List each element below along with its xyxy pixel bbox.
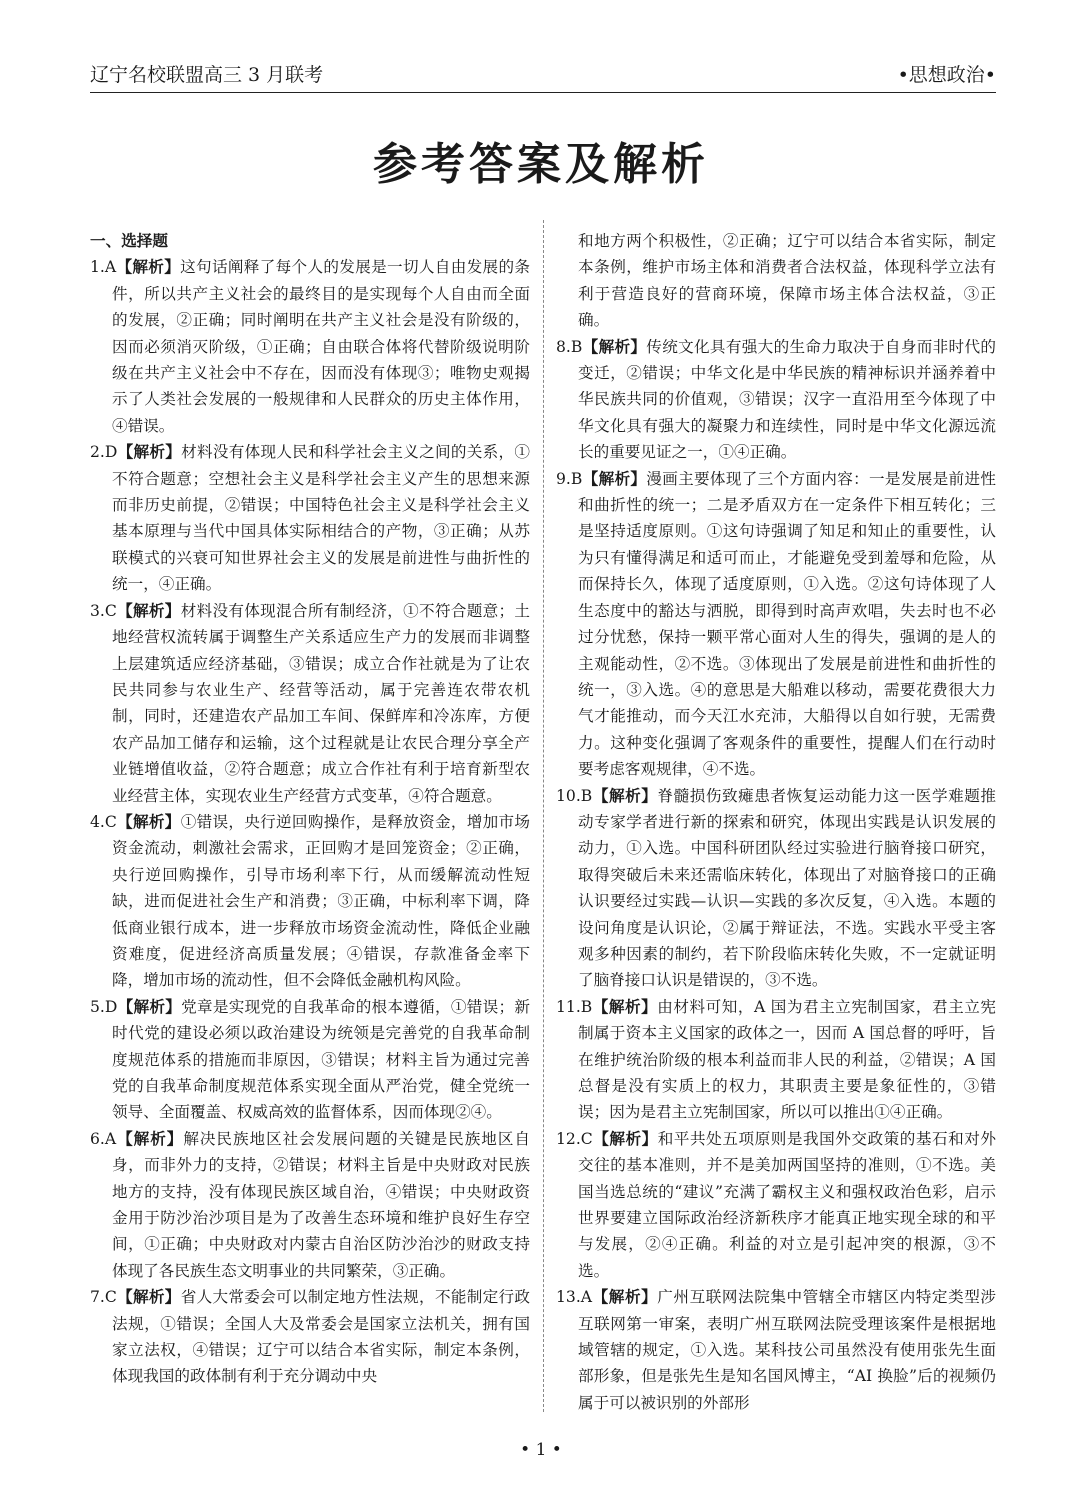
analysis-text: 材料没有体现人民和科学社会主义之间的关系，①不符合题意；空想社会主义是科学社会主义产生的思想来源而非历史前提，②错误；中国特色社会主义是科学社会主义基本原理与当代中国具体实际相结合的产物，③正确；从苏联模式的兴衰可知世界社会主义的发展是前进性与曲折性的统一，④正确。 bbox=[112, 443, 530, 594]
answer-number: 3.C bbox=[90, 601, 117, 620]
analysis-text: 传统文化具有强大的生命力取决于自身而非时代的变迁，②错误；中华文化是中华民族的精神标识并涵养着中华民族共同的价值观，③错误；汉字一直沿用至今体现了中华文化具有强大的凝聚力和连续性，同时是中华文化源远流长的重要见证之一，①④正确。 bbox=[578, 337, 996, 462]
analysis-text: ①错误，央行逆回购操作，是释放资金，增加市场资金流动，刺激社会需求，正回购才是回笼资金；②正确，央行逆回购操作，引导市场利率下行，从而缓解流动性短缺，进而促进社会生产和消费；③正确，中标利率下调，降低商业银行成本，进一步释放市场资金流动性，降低企业融资难度，促进经济高质量发展；④错误，存款准备金率下降，增加市场的流动性，但不会降低金融机构风险。 bbox=[112, 812, 530, 990]
left-column bbox=[90, 228, 530, 1390]
analysis-tag: 【解析】 bbox=[116, 812, 181, 831]
answer-number: 4.C bbox=[90, 812, 117, 831]
analysis-tag: 【解析】 bbox=[592, 1129, 658, 1148]
exam-name: 辽宁名校联盟高三 3 月联考 bbox=[90, 64, 324, 86]
analysis-tag: 【解析】 bbox=[117, 997, 182, 1016]
analysis-text: 党章是实现党的自我革命的根本遵循，①错误；新时代党的建设必须以政治建设为统领是完善党的自我革命制度规范体系的措施而非原因，③错误；材料主旨为通过完善党的自我革命制度规范体系实现全面从严治党，健全党统一领导、全面覆盖、权威高效的监督体系，因而体现②④。 bbox=[112, 997, 530, 1122]
analysis-tag: 【解析】 bbox=[116, 258, 181, 277]
answer-item bbox=[556, 994, 996, 1126]
answer-number: 12.C bbox=[556, 1129, 593, 1148]
answer-item bbox=[90, 1126, 530, 1284]
answer-number: 13.A bbox=[556, 1288, 593, 1307]
analysis-text: 解决民族地区社会发展问题的关键是民族地区自身，而非外力的支持，②错误；材料主旨是中央财政对民族地方的支持，没有体现民族区域自治，④错误；中央财政资金用于防沙治沙项目是为了改善生态环境和维护良好生存空间，①正确；中央财政对内蒙古自治区防沙治沙的财政支持体现了各民族生态文明事业的共同繁荣，③正确。 bbox=[112, 1129, 530, 1280]
answer-number: 6.A bbox=[90, 1129, 117, 1148]
analysis-text: 漫画主要体现了三个方面内容：一是发展是前进性和曲折性的统一；二是矛盾双方在一定条件下相互转化；三是坚持适度原则。①这句诗强调了知足和知止的重要性，认为只有懂得满足和适可而止，才能避免受到羞辱和危险，从而保持长久，体现了适度原则，①入选。②这句诗体现了人生态度中的豁达与洒脱，即得到时高声欢唱，失去时也不必过分忧愁，保持一颗平常心面对人生的得失，强调的是人的主观能动性，②不选。③体现出了发展是前进性和曲折性的统一，③入选。④的意思是大船难以移动，需要花费很大力气才能推动，而今天江水充沛，大船得以自如行驶，无需费力。这种变化强调了客观条件的重要性，提醒人们在行动时要考虑客观规律，④不选。 bbox=[578, 469, 996, 779]
analysis-tag: 【解析】 bbox=[116, 1129, 184, 1148]
item-7-continuation: 和地方两个积极性，②正确；辽宁可以结合本省实际，制定本条例，维护市场主体和消费者合法权益，体现科学立法有利于营造良好的营商环境，保障市场主体合法权益，③正确。 bbox=[578, 232, 996, 330]
answer-number: 9.B bbox=[556, 469, 583, 488]
analysis-text: 省人大常委会可以制定地方性法规，不能制定行政法规，①错误；全国人大及常委会是国家立法机关，拥有国家立法权，④错误；辽宁可以结合本省实际，制定本条例，体现我国的政体制有利于充分调动中央 bbox=[112, 1288, 530, 1386]
analysis-tag: 【解析】 bbox=[582, 469, 647, 488]
answer-number: 8.B bbox=[556, 337, 583, 356]
answer-item bbox=[90, 439, 530, 597]
page-title: 参考答案及解析 bbox=[373, 139, 709, 190]
answer-item bbox=[556, 1284, 996, 1416]
answer-item bbox=[90, 598, 530, 809]
analysis-text: 和平共处五项原则是我国外交政策的基石和对外交往的基本准则，并不是美加两国坚持的准则，①不选。美国当选总统的“建议”充满了霸权主义和强权政治色彩，启示世界要建立国际政治经济新秩序才能真正地实现全球的和平与发展，②④正确。利益的对立是引起冲突的根源，③不选。 bbox=[578, 1129, 996, 1280]
analysis-tag: 【解析】 bbox=[116, 601, 181, 620]
analysis-text: 由材料可知，A 国为君主立宪制国家，君主立宪制属于资本主义国家的政体之一，因而 A 国总督的呼吁，旨在维护统治阶级的根本利益而非人民的利益，②错误；A 国总督是没有实质上的权力，其职责主要是象征性的，③错误；因为是君主立宪制国家，所以可以推出①④正确。 bbox=[578, 997, 996, 1122]
answer-item bbox=[556, 783, 996, 994]
answer-number: 1.A bbox=[90, 258, 117, 277]
page-header bbox=[90, 60, 996, 90]
section-title: 一、选择题 bbox=[90, 232, 168, 250]
analysis-text: 广州互联网法院集中管辖全市辖区内特定类型涉互联网第一审案，表明广州互联网法院受理该案件是根据地域管辖的规定，①入选。某科技公司虽然没有使用张先生面部形象，但是张先生是知名国风博主，“AI 换脸”后的视频仍属于可以被识别的外部形 bbox=[578, 1288, 996, 1412]
answer-number: 5.D bbox=[90, 997, 118, 1016]
answer-item bbox=[556, 466, 996, 783]
analysis-text: 脊髓损伤致瘫患者恢复运动能力这一医学难题推动专家学者进行新的探索和研究，体现出实践是认识发展的动力，①入选。中国科研团队经过实验进行脑脊接口研究，取得突破后未来还需临床转化，体现出了对脑脊接口的正确认识要经过实践—认识—实践的多次反复，④入选。本题的设问角度是认识论，②属于辩证法，不选。实践水平受主客观多种因素的制约，若下阶段临床转化失败，不一定就证明了脑脊接口认识是错误的，③不选。 bbox=[578, 786, 996, 990]
subject-name: •思想政治• bbox=[897, 64, 996, 86]
right-item-list bbox=[556, 334, 996, 1417]
answer-number: 11.B bbox=[556, 997, 593, 1016]
analysis-tag: 【解析】 bbox=[582, 337, 647, 356]
answer-number: 10.B bbox=[556, 786, 593, 805]
analysis-tag: 【解析】 bbox=[592, 997, 658, 1016]
right-column bbox=[556, 228, 996, 1416]
answer-number: 7.C bbox=[90, 1288, 117, 1307]
page-number: • 1 • bbox=[520, 1440, 562, 1460]
header-rule bbox=[90, 92, 996, 93]
column-divider bbox=[543, 220, 544, 1412]
analysis-tag: 【解析】 bbox=[117, 443, 182, 462]
left-item-list bbox=[90, 254, 530, 1389]
answer-number: 2.D bbox=[90, 443, 118, 462]
answer-item bbox=[90, 254, 530, 439]
answer-item bbox=[90, 1284, 530, 1390]
answer-item bbox=[90, 994, 530, 1126]
analysis-tag: 【解析】 bbox=[116, 1288, 181, 1307]
answer-item bbox=[556, 1126, 996, 1284]
analysis-text: 材料没有体现混合所有制经济，①不符合题意；土地经营权流转属于调整生产关系适应生产力的发展而非调整上层建筑适应经济基础，③错误；成立合作社就是为了让农民共同参与农业生产、经营等活动，属于完善连农带农机制，同时，还建造农产品加工车间、保鲜库和冷冻库，方便农产品加工储存和运输，这个过程就是让农民合理分享全产业链增值收益，②符合题意；成立合作社有利于培育新型农业经营主体，实现农业生产经营方式变革，④符合题意。 bbox=[112, 601, 530, 805]
answer-item bbox=[90, 809, 530, 994]
analysis-tag: 【解析】 bbox=[592, 786, 658, 805]
analysis-text: 这句话阐释了每个人的发展是一切人自由发展的条件，所以共产主义社会的最终目的是实现每个人自由而全面的发展，②正确；同时阐明在共产主义社会是没有阶级的，因而必须消灭阶级，①正确；自由联合体将代替阶级说明阶级在共产主义社会中不存在，因而没有体现③；唯物史观揭示了人类社会发展的一般规律和人民群众的历史主体作用，④错误。 bbox=[112, 258, 530, 435]
answer-item bbox=[556, 334, 996, 466]
analysis-tag: 【解析】 bbox=[592, 1288, 658, 1307]
